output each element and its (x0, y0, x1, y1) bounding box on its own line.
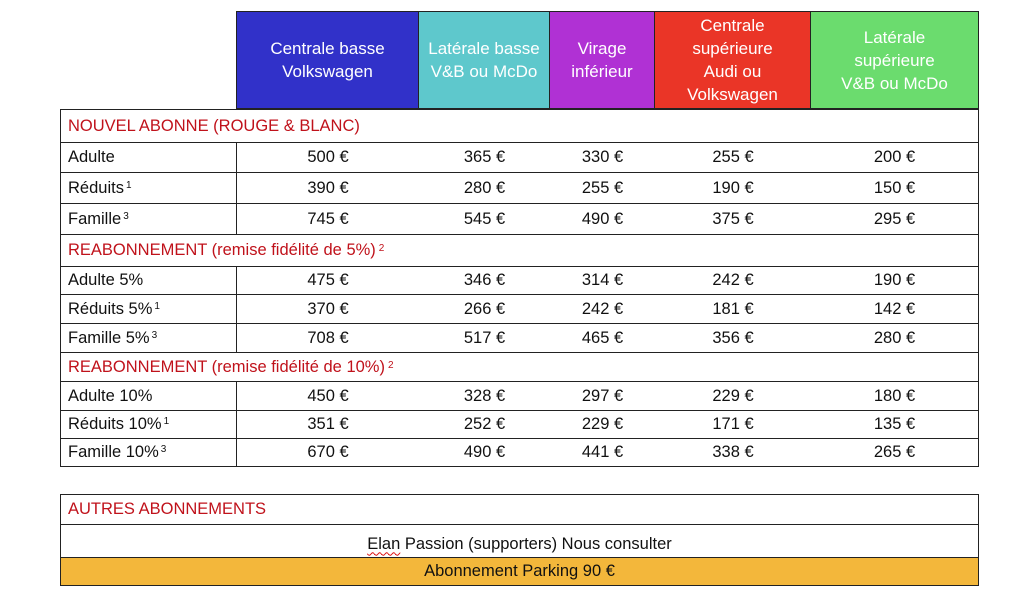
cell-value: 745 € (307, 209, 349, 228)
table-row (61, 203, 978, 234)
row-label-text: Adulte (68, 148, 115, 166)
cell-value: 252 € (463, 415, 506, 433)
cell-value: 517 € (463, 328, 506, 347)
cell-value: 370 € (307, 299, 349, 318)
row-label-text: Famille 5% (68, 328, 150, 347)
footnote-mark: 2 (378, 243, 385, 254)
table-row (61, 142, 978, 172)
header-line: supérieure (854, 50, 935, 70)
table-row (61, 294, 978, 323)
footnote-mark: 1 (163, 416, 170, 427)
cell-value: 242 € (581, 299, 624, 318)
row-label-text: Réduits (68, 178, 124, 197)
footnote-mark: 1 (125, 179, 132, 191)
table-row (61, 381, 978, 410)
header-line: Centrale (700, 16, 765, 35)
cell-value: 708 € (307, 328, 349, 347)
header-line: Latérale (863, 27, 926, 47)
row-label (68, 204, 129, 234)
cell-value: 255 € (712, 148, 754, 166)
section-title: AUTRES ABONNEMENTS (68, 500, 267, 518)
cell-value: 465 € (581, 328, 624, 347)
section-title (68, 110, 360, 142)
row-label (68, 173, 132, 203)
header-laterale-superieure (810, 11, 979, 109)
parking-row (61, 557, 978, 585)
cell-value: 490 € (463, 443, 506, 461)
table-row (61, 438, 978, 466)
header-line: supérieure (692, 39, 773, 58)
header-line: Audi ou (703, 62, 762, 81)
cell-value: 190 € (873, 271, 916, 289)
cell-value: 490 € (581, 209, 624, 228)
cell-value: 142 € (873, 299, 916, 318)
other-subscriptions-header (61, 495, 978, 524)
cell-value: 180 € (873, 386, 916, 405)
row-label (68, 439, 166, 466)
section-title-text: REABONNEMENT (remise fidélité de 5%) (68, 241, 376, 259)
cell-value: 265 € (873, 443, 916, 461)
footnote-mark: 3 (160, 444, 167, 455)
cell-value: 475 € (307, 271, 349, 289)
other-subscriptions-table (60, 494, 979, 586)
footnote-mark: 1 (154, 300, 160, 312)
cell-value: 229 € (581, 415, 624, 433)
cell-value: 181 € (712, 299, 754, 318)
cell-value: 266 € (463, 299, 506, 318)
header-line: V&B ou McDo (430, 62, 538, 81)
cell-value: 375 € (712, 209, 754, 228)
header-line: V&B ou McDo (841, 73, 948, 93)
section-title-text: REABONNEMENT (remise fidélité de 10%) (68, 357, 385, 376)
section-header (61, 234, 978, 266)
row-label-text: Réduits 10% (68, 415, 162, 433)
table-row (61, 323, 978, 352)
table-row (61, 410, 978, 438)
table-row (61, 172, 978, 203)
row-label (68, 267, 143, 294)
elan-rest: Passion (supporters) Nous consulter (400, 534, 672, 553)
row-label-text: Adulte 10% (68, 386, 153, 405)
row-label-text: Famille 10% (68, 443, 159, 461)
table-row (61, 266, 978, 294)
cell-value: 670 € (307, 443, 349, 461)
row-label-text: Adulte 5% (68, 271, 144, 289)
footnote-mark: 3 (123, 210, 129, 222)
cell-value: 351 € (307, 415, 349, 433)
cell-value: 190 € (712, 178, 754, 197)
row-label (68, 382, 152, 410)
cell-value: 200 € (873, 148, 916, 166)
cell-value: 338 € (712, 443, 754, 461)
cell-value: 450 € (307, 386, 349, 405)
header-line: Volkswagen (282, 62, 373, 81)
footnote-mark: 2 (387, 359, 394, 371)
cell-value: 346 € (463, 271, 506, 289)
row-label-text: Famille (68, 209, 122, 228)
elan-word: Elan (367, 534, 401, 553)
cell-value: 280 € (463, 178, 506, 197)
row-label (68, 411, 169, 438)
cell-value: 297 € (581, 386, 624, 405)
cell-value: 242 € (712, 271, 754, 289)
header-line: Virage (577, 39, 627, 58)
cell-value: 295 € (873, 209, 916, 228)
header-centrale-superieure (654, 11, 811, 109)
parking-text: Abonnement Parking 90 € (424, 562, 615, 580)
cell-value: 150 € (873, 178, 916, 197)
section-header (61, 352, 978, 381)
cell-value: 545 € (463, 209, 506, 228)
row-label (68, 143, 115, 172)
cell-value: 255 € (581, 178, 624, 197)
elan-passion-row (61, 524, 978, 557)
cell-value: 229 € (712, 386, 754, 405)
header-centrale-basse (236, 11, 419, 109)
cell-value: 328 € (463, 386, 506, 405)
header-line: Volkswagen (687, 85, 778, 104)
section-header (61, 110, 978, 142)
header-laterale-basse (418, 11, 550, 109)
cell-value: 135 € (873, 415, 916, 433)
header-line: Centrale basse (270, 39, 385, 58)
section-title (68, 235, 384, 266)
cell-value: 500 € (307, 148, 349, 166)
header-line: inférieur (571, 62, 633, 81)
header-virage-inferieur (549, 11, 655, 109)
row-label-text: Réduits 5% (68, 299, 153, 318)
cell-value: 280 € (873, 328, 916, 347)
cell-value: 314 € (581, 271, 624, 289)
cell-value: 171 € (712, 415, 754, 433)
row-label (68, 324, 157, 352)
section-title (68, 353, 394, 381)
cell-value: 390 € (307, 178, 349, 197)
cell-value: 365 € (463, 148, 506, 166)
footnote-mark: 3 (151, 329, 158, 341)
section-title-text: NOUVEL ABONNE (ROUGE & BLANC) (68, 116, 360, 135)
header-line: Latérale basse (428, 39, 540, 58)
row-label (68, 295, 160, 323)
cell-value: 356 € (712, 328, 754, 347)
cell-value: 441 € (581, 443, 624, 461)
pricing-table (60, 109, 979, 467)
cell-value: 330 € (581, 148, 624, 166)
